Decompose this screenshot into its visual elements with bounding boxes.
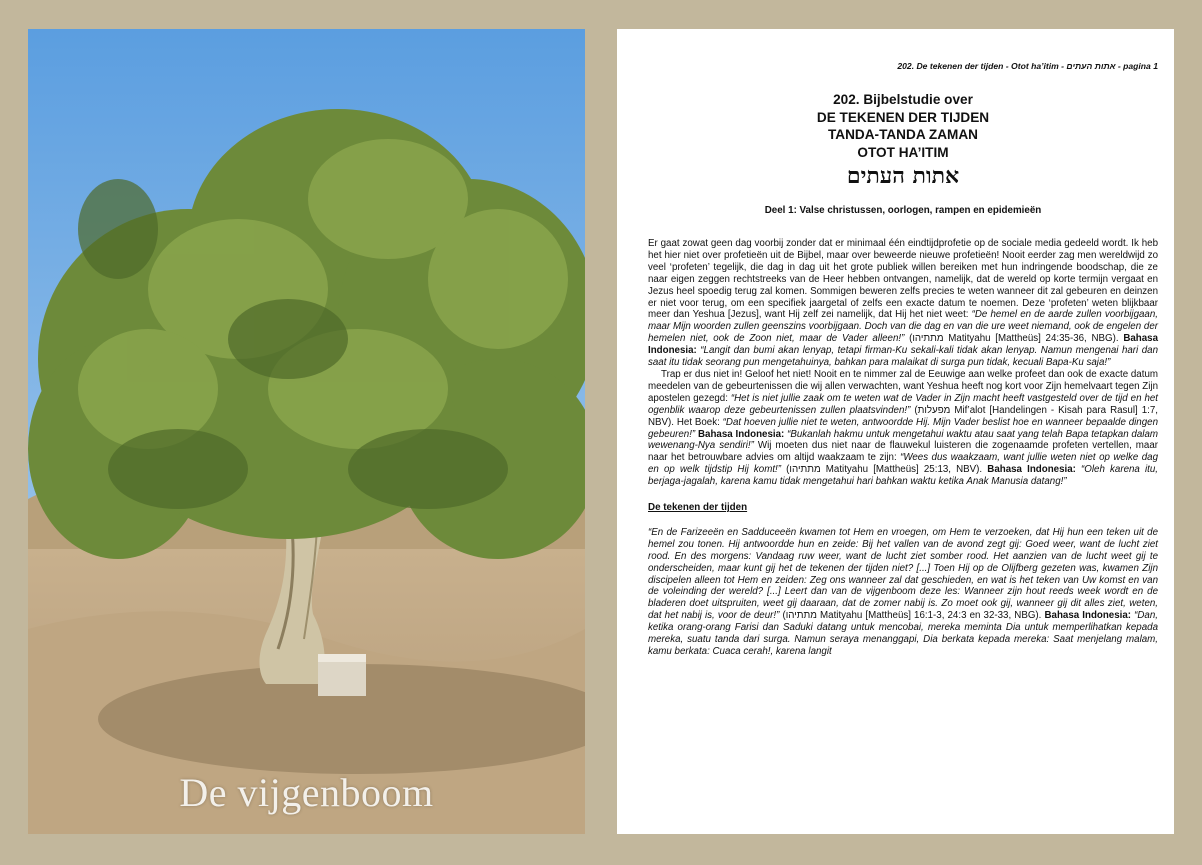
- p2-text: Trap er dus niet in! Geloof het niet! Nooit en te nimmer zal de Eeuwige aan welke profeet dan ook de exacte datum meedelen van de gebeurtenissen die wij allen verwachten, want Yeshua heeft nog kort voor Zijn hemelvaart tegen Zijn apostelen gezegd:: [648, 368, 1158, 404]
- document-page: [617, 29, 1174, 834]
- p3-reference: (מתתיהו Matityahu [Mattheüs] 16:1-3, 24:3 en 32-33, NBG).: [779, 610, 1045, 622]
- p3-bahasa-label: Bahasa Indonesia:: [1044, 610, 1132, 622]
- title-hebrew: אתות העתים: [846, 163, 960, 189]
- p1-reference: (מתתיהו Matityahu [Mattheüs] 24:35-36, NBG).: [904, 333, 1124, 345]
- title-block: [648, 91, 1158, 161]
- photo-caption: De vijgenboom: [179, 770, 434, 815]
- p1-quote: “De hemel en de aarde zullen voorbijgaan, maar Mijn woorden zullen geenszins voorbijgaan. Doch van die dag en van die ure weet niemand, ook de engelen der hemelen niet, ook de Zoon niet, maar de Vader alleen!”: [648, 309, 1158, 345]
- p1-indonesian-quote: “Langit dan bumi akan lenyap, tetapi firman-Ku sekali-kali tidak akan lenyap. Namun mengenai hari dan saat itu tidak seorang pun mengetahuinya, bahkan para malaikat di surga pun tidak, kecuali Bapa-Ku saja!”: [648, 345, 1158, 369]
- p2-reference: (מפעלות Mif’alot [Handelingen - Kisah para Rasul] 1:7, NBV). Het Boek:: [648, 404, 1158, 428]
- part-title: Deel 1: Valse christussen, oorlogen, rampen en epidemieën: [764, 205, 1042, 216]
- p2-indonesian-quote: “Bukanlah hakmu untuk mengetahui waktu atau saat yang telah Bapa tetapkan dalam wewenang-Nya sendiri!”: [648, 428, 1158, 452]
- running-head: 202. De tekenen der tijden - Otot ha’itim - אתות העתים - pagina 1: [897, 61, 1158, 71]
- section-title: De tekenen der tijden: [648, 502, 748, 514]
- p3-quote: “En de Farizeeën en Sadduceeën kwamen tot Hem en vroegen, om Hem te verzoeken, dat Hij hun een teken uit de hemel zou tonen. Hij antwoordde hun en zeide: Bij het vallen van de avond zegt gij: Goed weer, want de lucht ziet rood. En des morgens: Vandaag ruw weer, want de lucht ziet somber rood. Het aanzien van de lucht weet gij te onderscheiden, maar kunt gij het de tekenen der tijden niet? [...] Toen Hij op de Olijfberg gezeten was, kwamen Zijn discipelen alleen tot Hem en zeiden: Zeg ons wanneer zal dat geschieden, en wat is het teken van Uw komst en van de voleinding der wereld? [...] Leert dan van de vijgenboom deze les: Wanneer zijn hout reeds week wordt en de bladeren doet uitspruiten, weet gij daaraan, dat de zomer nabij is. Zo moet ook gij, wanneer gij dit alles ziet, weten, dat het nabij is, voor de deur!”: [648, 526, 1158, 622]
- p2-quote: “Het is niet jullie zaak om te weten wat de Vader in Zijn macht heeft vastgesteld over de tijd en het ogenblik waarop deze gebeurtenissen zullen plaatsvinden!”: [648, 392, 1158, 416]
- p1-bahasa-label: Bahasa Indonesia:: [648, 333, 1158, 357]
- paragraph-2: [648, 369, 1158, 488]
- p1-text: Er gaat zowat geen dag voorbij zonder dat er minimaal één eindtijdprofetie op de sociale media gedeeld wordt. Ik heb het hier niet over profetieën uit de Bijbel, maar over beweerde nieuwe profetieën! Nooit eerder zag men wereldwijd zo veel ‘profeten’ tegelijk, die dag in dag uit het grote publiek willen bereiken met hun indringende boodschap, die ze naar eigen zeggen rechtstreeks van de Heer hebben ontvangen, namelijk, dat de wereld op korte termijn vergaat en Jezus heel spoedig terug zal komen. Sommigen beweren zelfs precies te weten wanneer dit zal gebeuren en deinzen er niet voor terug, om een specifiek jaargetal of zelfs een exacte datum te noemen. Deze ‘profeten’ weten blijkbaar meer dan Yeshua [Jezus], want Hij zelf zei namelijk, dat Hij het niet weet:: [648, 238, 1158, 321]
- title-line-2: DE TEKENEN DER TIJDEN: [816, 109, 990, 125]
- fig-tree-image: [28, 29, 585, 834]
- p2-bahasa-label-2: Bahasa Indonesia:: [987, 464, 1076, 476]
- p3-indonesian-quote: “Dan, ketika orang-orang Farisi dan Saduki datang untuk mencobai, mereka meminta Dia untuk memperlihatkan kepada mereka, suatu tanda dari surga. Namun seraya menanggapi, Dia berkata kepada mereka: Saat menjelang malam, kamu berkata: Cuaca cerah!, karena langit: [648, 610, 1158, 657]
- p2-quote-2: “Dat hoeven jullie niet te weten, antwoordde Hij. Mijn Vader beslist hoe en wanneer bepaalde dingen gebeuren!”: [648, 416, 1158, 440]
- title-line-4: OTOT HA’ITIM: [857, 144, 949, 160]
- paragraph-1: [648, 238, 1158, 369]
- p2-reference-2: (מתתיהו Matityahu [Mattheüs] 25:13, NBV).: [781, 464, 988, 476]
- paragraph-3: [648, 527, 1158, 658]
- fig-tree-photo: [28, 29, 585, 834]
- title-line-1: 202. Bijbelstudie over: [833, 92, 973, 107]
- p2-quote-3: “Wees dus waakzaam, want jullie weten niet op welke dag en op welk tijdstip Hij komt!”: [648, 452, 1158, 476]
- p2-bahasa-label: Bahasa Indonesia:: [698, 428, 785, 440]
- body-text: [648, 238, 1158, 658]
- p2-text-2: Wij moeten dus niet naar de flauwekul luisteren die zogenaamde profeten vertellen, maar naar het betrouwbare advies om altijd waakzaam te zijn:: [648, 440, 1158, 464]
- p2-indonesian-quote-2: “Oleh karena itu, berjaga-jagalah, karena kamu tidak mengetahui hari bahkan waktu ketika Anak Manusia datang!”: [648, 464, 1158, 488]
- title-line-3: TANDA-TANDA ZAMAN: [827, 127, 978, 142]
